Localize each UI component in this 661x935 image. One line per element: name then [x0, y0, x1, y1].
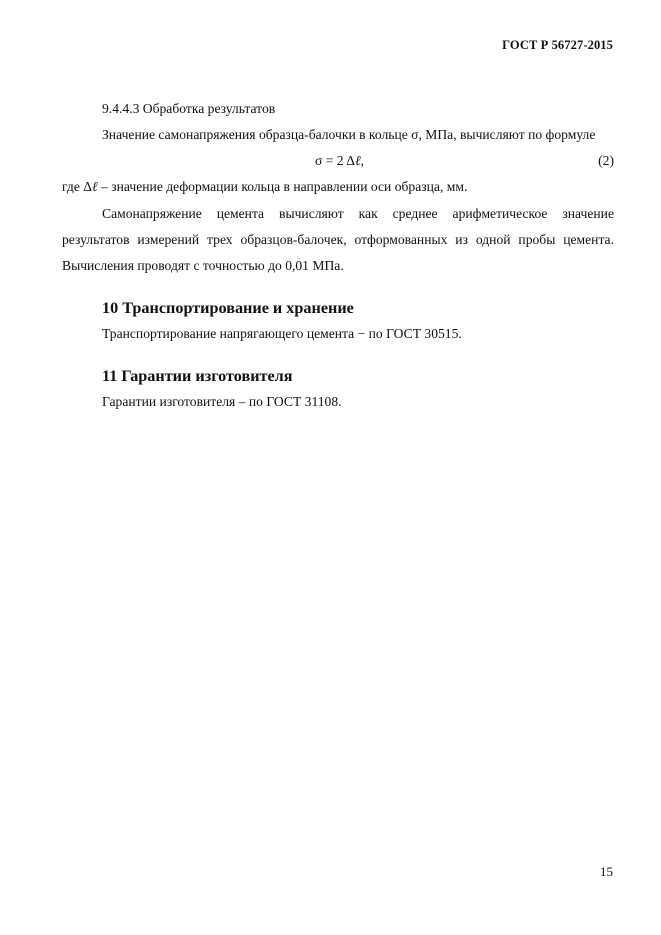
formula-line — [62, 148, 614, 174]
section-11-text: Гарантии изготовителя – по ГОСТ 31108. — [102, 394, 342, 410]
page-number: 15 — [600, 864, 613, 879]
subsection-heading: 9.4.4.3 Обработка результатов — [102, 101, 276, 116]
section-10-text: Транспортирование напрягающего цемента − по ГОСТ 30515. — [102, 326, 462, 342]
formula-symbol: ℓ — [354, 153, 361, 169]
where-prefix: где Δ — [62, 179, 92, 195]
paragraph-self-stress-value: Значение самонапряжения образца-балочки в кольце σ, МПа, вычисляют по формуле — [102, 127, 596, 143]
page-content — [62, 96, 614, 416]
paragraph-average-calculation: Самонапряжение цемента вычисляют как среднее арифметическое значение результатов измерений трех образцов-балочек, отформованных из одной пробы цемента. Вычисления проводят с точностью до 0,01 МПа. — [62, 205, 614, 274]
formula-lhs: σ = 2 Δ — [315, 153, 355, 169]
where-symbol: ℓ — [92, 179, 98, 195]
where-text: – значение деформации кольца в направлении оси образца, мм. — [97, 179, 468, 195]
formula — [315, 148, 364, 174]
formula-number: (2) — [598, 153, 614, 169]
section-11-title: 11 Гарантии изготовителя — [102, 367, 293, 386]
formula-tail: , — [360, 153, 365, 169]
section-10-title: 10 Транспортирование и хранение — [102, 299, 354, 318]
formula-where-clause — [62, 174, 614, 200]
document-code: ГОСТ Р 56727-2015 — [502, 38, 613, 52]
